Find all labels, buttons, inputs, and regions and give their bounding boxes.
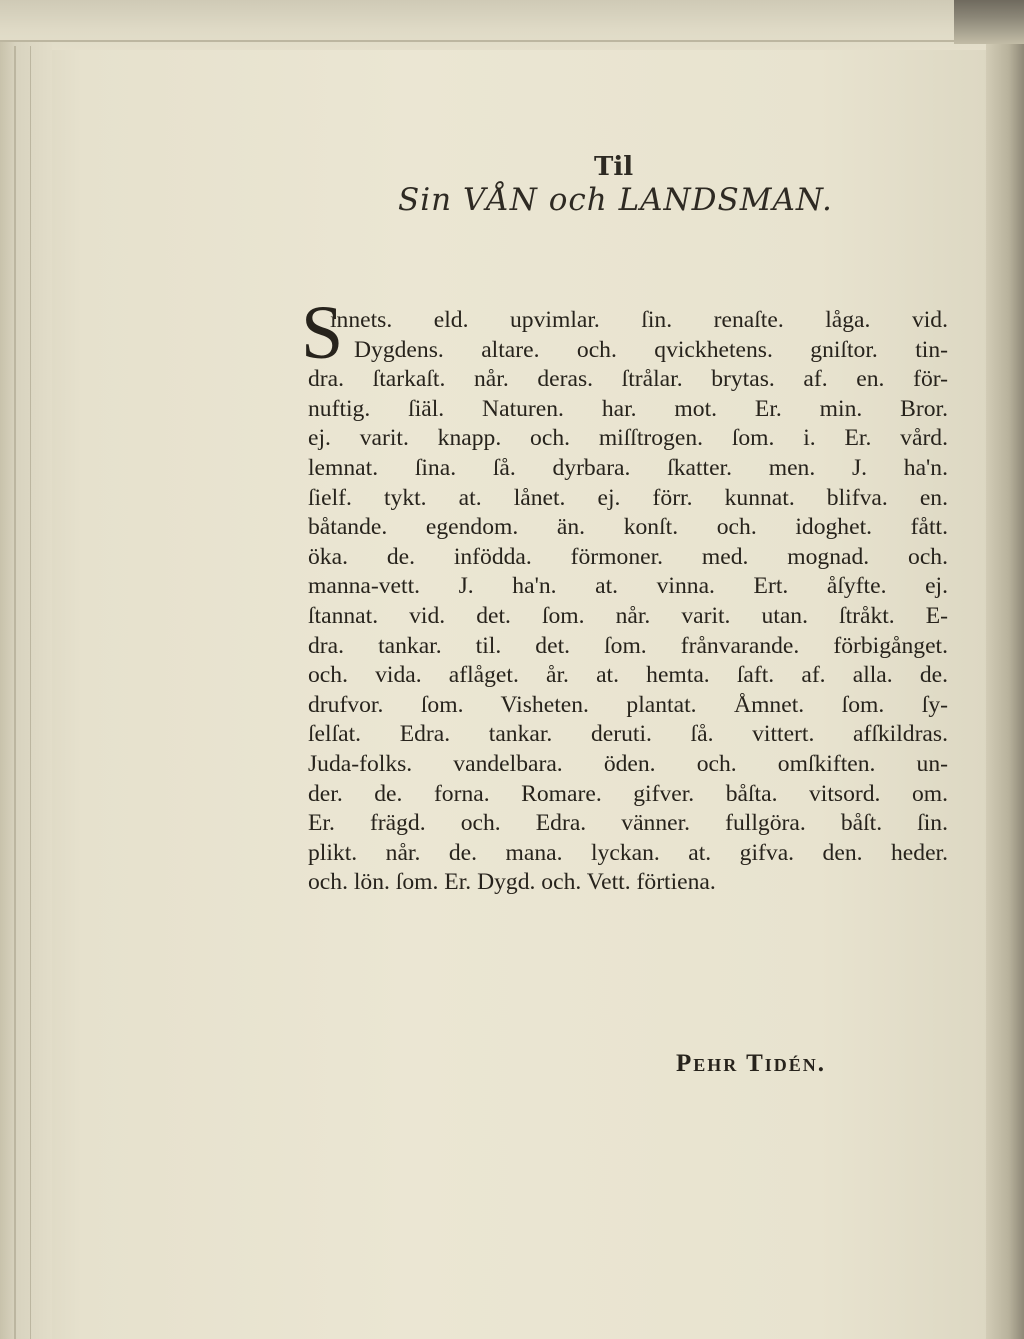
page-edge-line-left-inner	[30, 46, 31, 1339]
signature: Pehr Tidén.	[676, 1050, 827, 1077]
text-line: der. de. forna. Romare. gifver. båſta. vitsord. om.	[308, 780, 948, 807]
text-line: ſelſat. Edra. tankar. deruti. ſå. vittert. afſkildras.	[308, 721, 948, 748]
text-line: plikt. når. de. mana. lyckan. at. gifva. den. heder.	[308, 839, 948, 866]
text-line: manna-vett. J. ha'n. at. vinna. Ert. åſyfte. ej.	[308, 573, 948, 600]
text-line: och. vida. aflåget. år. at. hemta. ſaft. af. alla. de.	[308, 662, 948, 689]
dedication-body	[308, 306, 948, 898]
drop-cap: S	[301, 291, 344, 375]
text-line: ſielf. tykt. at. lånet. ej. förr. kunnat. blifva. en.	[308, 484, 948, 511]
text-line: drufvor. ſom. Visheten. plantat. Åmnet. ſom. ſy-	[308, 691, 948, 718]
text-line: båtande. egendom. än. konſt. och. idoghet. fått.	[308, 514, 948, 541]
text-line: innets. eld. upvimlar. ſin. renaſte. låga. vid.	[330, 307, 948, 333]
text-line: nuftig. ſiäl. Naturen. har. mot. Er. min. Bror.	[308, 395, 948, 422]
text-line: dra. ſtarkaſt. når. deras. ſtrålar. brytas. af. en. för-	[308, 366, 948, 393]
text-line: lemnat. ſina. ſå. dyrbara. ſkatter. men. J. ha'n.	[308, 454, 948, 481]
text-line: Er. frägd. och. Edra. vänner. fullgöra. båſt. ſin.	[308, 810, 948, 837]
text-line: ej. varit. knapp. och. miſſtrogen. ſom. i. Er. vård.	[308, 425, 948, 452]
binding-shadow	[0, 40, 52, 1339]
text-line: och. lön. ſom. Er. Dygd. och. Vett. förtiena.	[308, 869, 716, 896]
dedication-heading: Sin VÅN och LANDSMAN.	[398, 182, 833, 218]
text-line: öka. de. infödda. förmoner. med. mognad. och.	[308, 543, 948, 570]
text-line: Dygdens. altare. och. qvickhetens. gniſtor. tin-	[354, 336, 948, 363]
text-line: ſtannat. vid. det. ſom. når. varit. utan. ſtråkt. E-	[308, 602, 948, 629]
text-line: dra. tankar. til. det. ſom. frånvarande. förbigånget.	[308, 632, 948, 659]
text-line: Juda-folks. vandelbara. öden. och. omſkiften. un-	[308, 750, 948, 777]
page-top-edge	[0, 0, 1024, 50]
right-page-edge	[986, 40, 1024, 1339]
til-heading: Til	[594, 152, 634, 182]
page-edge-line	[0, 40, 1024, 42]
top-right-corner	[954, 0, 1024, 44]
page-edge-line-left	[14, 46, 16, 1339]
